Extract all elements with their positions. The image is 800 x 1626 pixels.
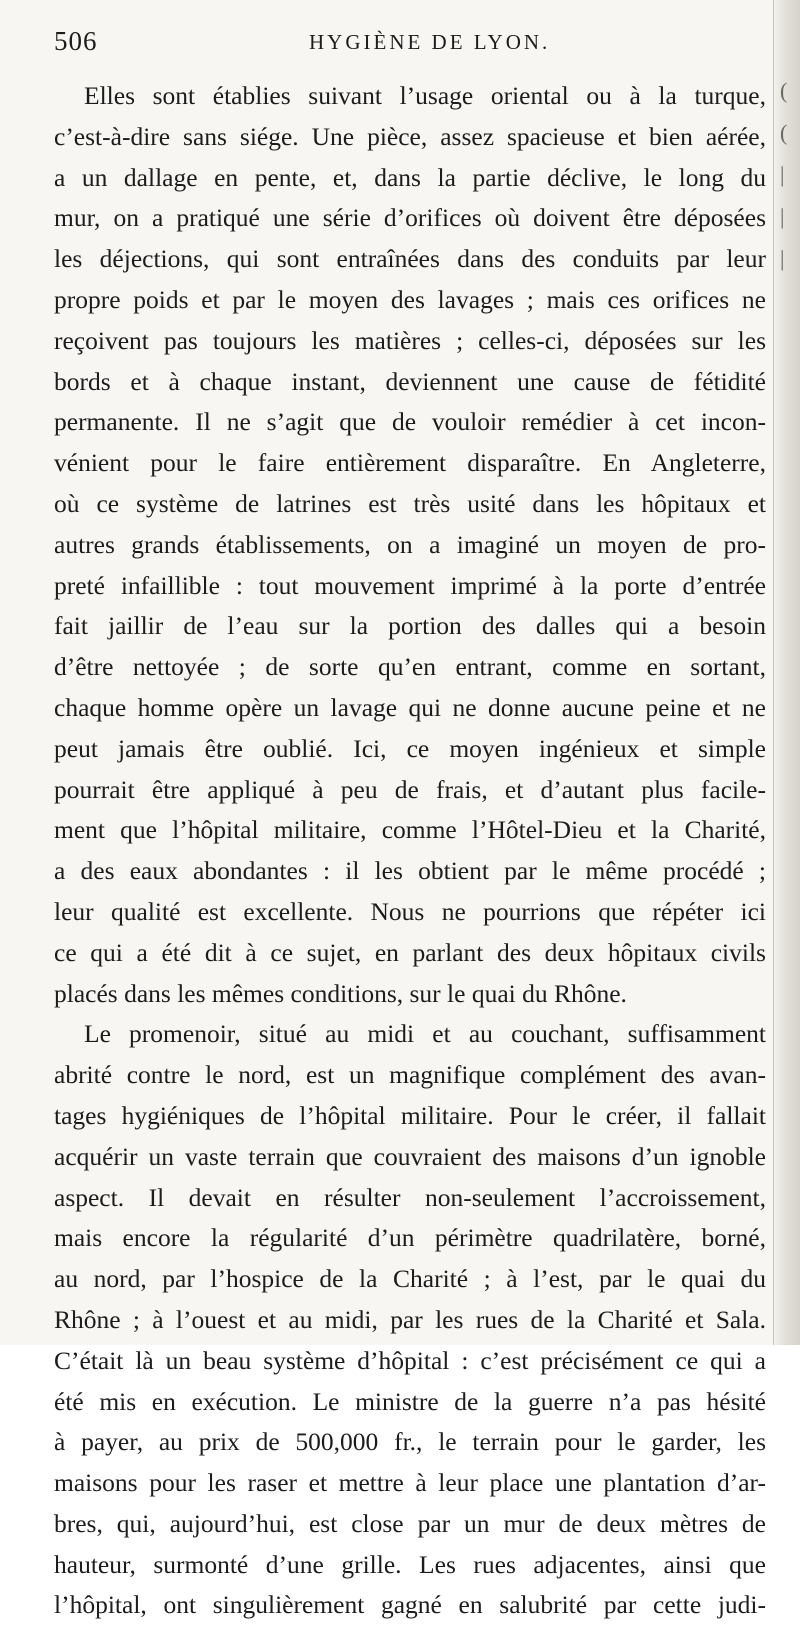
text-line: propre poids et par le moyen des lavages ; mais ces orifices ne [54, 284, 766, 314]
text-line: acquérir un vaste terrain que couvraient des maisons d’un ignoble [54, 1141, 766, 1171]
text-line: reçoivent pas toujours les matières ; celles-ci, déposées sur les [54, 325, 766, 355]
text-line: aspect. Il devait en résulter non-seulement l’accroissement, [54, 1182, 766, 1212]
text-line: été mis en exécution. Le ministre de la guerre n’a pas hésité [54, 1386, 766, 1416]
text-line: où ce système de latrines est très usité dans les hôpitaux et [54, 488, 766, 518]
text-line: ment que l’hôpital militaire, comme l’Hôtel-Dieu et la Charité, [54, 815, 766, 845]
text-line: a un dallage en pente, et, dans la partie déclive, le long du [54, 162, 766, 192]
running-head [54, 26, 760, 66]
body-text [54, 76, 766, 1626]
text-line: Rhône ; à l’ouest et au midi, par les rues de la Charité et Sala. [54, 1304, 766, 1334]
text-line: Le promenoir, situé au midi et au couchant, suffisamment [84, 1019, 766, 1049]
text-line: fait jaillir de l’eau sur la portion des dalles qui a besoin [54, 611, 766, 641]
edge-mark: ( [780, 78, 788, 103]
running-title: HYGIÈNE DE LYON. [309, 30, 551, 54]
text-line: preté infaillible : tout mouvement imprimé à la porte d’entrée [54, 570, 766, 600]
text-line: hauteur, surmonté d’une grille. Les rues adjacentes, ainsi que [54, 1549, 766, 1579]
text-line: Elles sont établies suivant l’usage oriental ou à la turque, [84, 81, 766, 110]
text-line: placés dans les mêmes conditions, sur le quai du Rhône. [54, 978, 627, 1008]
edge-mark: | [780, 162, 785, 187]
text-line: les déjections, qui sont entraînées dans des conduits par leur [54, 244, 766, 274]
text-line: d’être nettoyée ; de sorte qu’en entrant, comme en sortant, [54, 652, 766, 682]
text-line: leur qualité est excellente. Nous ne pourrions que répéter ici [54, 896, 766, 926]
text-line: chaque homme opère un lavage qui ne donne aucune peine et ne [54, 692, 766, 722]
text-line: l’hôpital, ont singulièrement gagné en salubrité par cette judi- [54, 1590, 766, 1620]
text-line: bres, qui, aujourd’hui, est close par un mur de deux mètres de [54, 1508, 766, 1538]
edge-mark: | [780, 204, 785, 229]
edge-mark: ( [780, 120, 788, 145]
edge-marks [780, 70, 790, 280]
text-line: autres grands établissements, on a imaginé un moyen de pro- [54, 529, 766, 559]
text-line: C’était là un beau système d’hôpital : c’est précisément ce qui a [54, 1345, 766, 1375]
text-line: c’est-à-dire sans siége. Une pièce, assez spacieuse et bien aérée, [54, 121, 766, 151]
edge-mark: | [780, 246, 785, 271]
text-line: pourrait être appliqué à peu de frais, et d’autant plus facile- [54, 774, 766, 804]
text-line: ce qui a été dit à ce sujet, en parlant des deux hôpitaux civils [54, 937, 766, 967]
text-line: au nord, par l’hospice de la Charité ; à l’est, par le quai du [54, 1264, 766, 1294]
text-line: a des eaux abondantes : il les obtient par le même procédé ; [54, 856, 766, 886]
text-line: à payer, au prix de 500,000 fr., le terrain pour le garder, les [54, 1427, 766, 1457]
text-line: abrité contre le nord, est un magnifique complément des avan- [54, 1060, 766, 1090]
text-line: permanente. Il ne s’agit que de vouloir remédier à cet incon- [54, 407, 766, 437]
text-line: mur, on a pratiqué une série d’orifices où doivent être déposées [54, 203, 766, 233]
text-line: bords et à chaque instant, deviennent une cause de fétidité [54, 366, 766, 396]
text-line: peut jamais être oublié. Ici, ce moyen ingénieux et simple [54, 733, 766, 763]
text-line: maisons pour les raser et mettre à leur place une plantation d’ar- [54, 1468, 766, 1498]
text-line: mais encore la régularité d’un périmètre quadrilatère, borné, [54, 1223, 766, 1253]
page-number: 506 [54, 26, 98, 56]
text-line: tages hygiéniques de l’hôpital militaire. Pour le créer, il fallait [54, 1100, 766, 1130]
text-line: vénient pour le faire entièrement disparaître. En Angleterre, [54, 448, 766, 478]
adjacent-page-edge [773, 0, 800, 1345]
